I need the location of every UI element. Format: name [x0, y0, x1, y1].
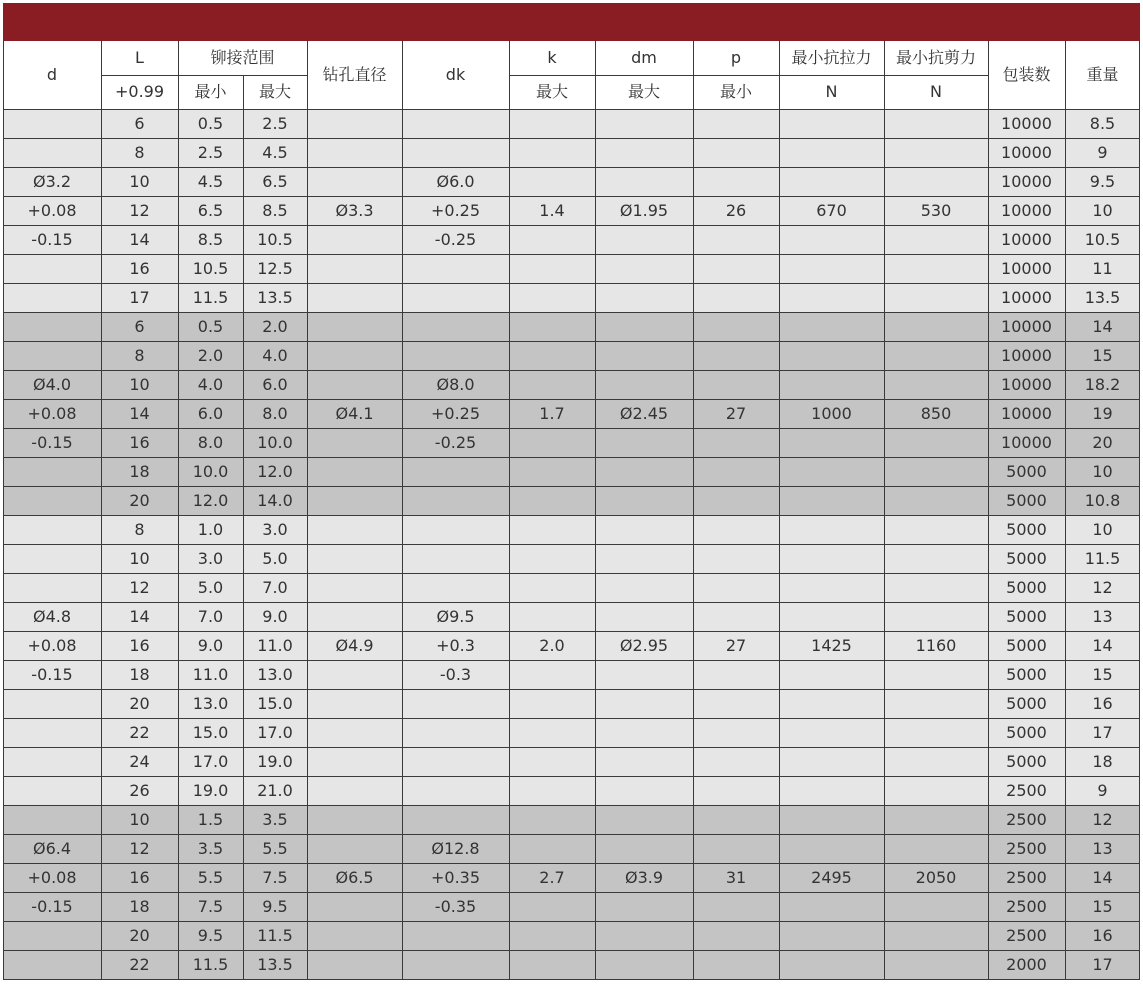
cell-pack-qty: 5000 [1006, 606, 1047, 626]
header-dm: dm [631, 48, 657, 67]
grid-line-horizontal [3, 689, 1140, 690]
grid-line-vertical [243, 75, 244, 979]
cell-pack-qty: 5000 [1006, 751, 1047, 771]
grid-line-horizontal [3, 515, 1140, 516]
cell-weight: 14 [1092, 867, 1113, 887]
cell-pack-qty: 5000 [1006, 635, 1047, 655]
header-dk: dk [445, 65, 466, 84]
cell-length: 16 [129, 867, 150, 887]
cell-min-shear: 1160 [915, 635, 957, 655]
cell-length: 10 [129, 809, 150, 829]
cell-dm: Ø3.9 [624, 867, 664, 887]
grid-line-vertical [3, 41, 4, 979]
grid-line-vertical [307, 41, 308, 979]
header-grip-range: 铆接范围 [210, 48, 275, 67]
cell-diameter: +0.08 [27, 635, 77, 655]
cell-pack-qty: 2500 [1006, 867, 1047, 887]
cell-pack-qty: 2500 [1006, 809, 1047, 829]
cell-length: 22 [129, 722, 150, 742]
header-k-max: 最大 [535, 82, 568, 101]
cell-length: 20 [129, 693, 150, 713]
cell-head-diameter: Ø9.5 [436, 606, 475, 626]
cell-diameter: -0.15 [31, 664, 73, 684]
cell-drill-diameter: Ø4.1 [335, 403, 374, 423]
grid-line-vertical [595, 41, 596, 979]
cell-weight: 10 [1092, 200, 1113, 220]
grid-line-horizontal [3, 225, 1140, 226]
cell-pack-qty: 5000 [1006, 548, 1047, 568]
cell-head-diameter: +0.25 [430, 403, 481, 423]
cell-weight: 19 [1092, 403, 1113, 423]
cell-grip-max: 9.5 [262, 896, 288, 916]
cell-diameter: Ø4.0 [32, 374, 72, 394]
header-L: L [135, 48, 144, 67]
cell-weight: 10 [1092, 519, 1113, 539]
cell-weight: 18.2 [1084, 374, 1121, 394]
cell-grip-max: 8.0 [262, 403, 288, 423]
cell-pack-qty: 10000 [1001, 374, 1052, 394]
cell-grip-min: 4.5 [197, 171, 224, 191]
cell-pack-qty: 10000 [1001, 287, 1052, 307]
cell-weight: 15 [1092, 664, 1113, 684]
cell-weight: 13.5 [1084, 287, 1121, 307]
cell-weight: 12 [1092, 809, 1113, 829]
grid-line-vertical [1139, 41, 1140, 979]
cell-grip-min: 3.0 [197, 548, 224, 568]
cell-grip-min: 3.5 [197, 838, 224, 858]
cell-grip-max: 4.0 [262, 345, 288, 365]
cell-p: 26 [725, 200, 747, 220]
cell-length: 14 [129, 403, 150, 423]
header-grip-min: 最小 [194, 82, 227, 101]
cell-diameter: Ø3.2 [32, 171, 72, 191]
grid-line-horizontal [3, 399, 1140, 400]
cell-weight: 15 [1092, 345, 1113, 365]
cell-grip-max: 8.5 [262, 200, 288, 220]
cell-length: 17 [129, 287, 150, 307]
grid-line-horizontal [3, 950, 1140, 951]
cell-grip-max: 21.0 [257, 780, 293, 800]
grid-line-horizontal [3, 167, 1140, 168]
header-k: k [547, 48, 557, 67]
cell-grip-min: 15.0 [192, 722, 229, 742]
header-weight: 重量 [1086, 65, 1119, 84]
cell-grip-min: 7.5 [197, 896, 224, 916]
grid-line-horizontal [3, 109, 1140, 110]
cell-length: 16 [129, 432, 150, 452]
cell-grip-max: 5.0 [262, 548, 288, 568]
grid-line-horizontal [3, 805, 1140, 806]
cell-min-shear: 850 [920, 403, 952, 423]
cell-length: 16 [129, 258, 150, 278]
cell-p: 27 [725, 403, 747, 423]
grid-line-horizontal [3, 254, 1140, 255]
cell-grip-max: 10.0 [257, 432, 293, 452]
header-d: d [46, 65, 58, 84]
cell-pack-qty: 10000 [1001, 432, 1052, 452]
cell-length: 14 [129, 606, 150, 626]
cell-grip-min: 1.5 [197, 809, 224, 829]
cell-grip-max: 11.5 [257, 925, 293, 945]
cell-grip-min: 17.0 [192, 751, 229, 771]
cell-grip-max: 15.0 [257, 693, 293, 713]
cell-grip-min: 1.0 [197, 519, 224, 539]
cell-length: 20 [129, 925, 150, 945]
cell-pack-qty: 10000 [1001, 403, 1052, 423]
cell-weight: 16 [1092, 925, 1113, 945]
cell-pack-qty: 10000 [1001, 200, 1052, 220]
cell-length: 8 [134, 519, 145, 539]
cell-grip-min: 13.0 [192, 693, 229, 713]
cell-length: 12 [129, 577, 150, 597]
grid-line-vertical [1065, 41, 1066, 979]
cell-head-diameter: -0.25 [434, 229, 477, 249]
cell-pack-qty: 10000 [1001, 258, 1052, 278]
cell-length: 8 [134, 345, 145, 365]
cell-k: 2.0 [539, 635, 565, 655]
cell-pack-qty: 5000 [1006, 664, 1047, 684]
header-min-shear-unit: N [930, 82, 942, 101]
cell-head-diameter: Ø12.8 [431, 838, 480, 858]
cell-drill-diameter: Ø3.3 [335, 200, 374, 220]
cell-pack-qty: 2500 [1006, 896, 1047, 916]
cell-grip-min: 2.5 [197, 142, 224, 162]
header-min-tensile-unit: N [825, 82, 838, 101]
cell-min-shear: 530 [920, 200, 952, 220]
cell-grip-min: 6.0 [197, 403, 224, 423]
cell-pack-qty: 2500 [1006, 838, 1047, 858]
cell-diameter: -0.15 [31, 432, 73, 452]
cell-head-diameter: Ø6.0 [436, 171, 475, 191]
cell-diameter: +0.08 [27, 200, 77, 220]
cell-grip-min: 11.5 [192, 954, 229, 974]
grid-line-horizontal [3, 776, 1140, 777]
cell-weight: 17 [1092, 954, 1113, 974]
cell-grip-max: 13.5 [257, 954, 293, 974]
grid-line-horizontal [3, 979, 1140, 980]
cell-min-tensile: 670 [816, 200, 847, 220]
cell-pack-qty: 10000 [1001, 113, 1052, 133]
cell-weight: 11.5 [1084, 548, 1121, 568]
cell-weight: 10 [1092, 461, 1113, 481]
cell-grip-max: 12.0 [257, 461, 293, 481]
cell-head-diameter: +0.35 [430, 867, 481, 887]
grid-line-horizontal [3, 921, 1140, 922]
rivet-spec-table [3, 41, 1140, 979]
cell-head-diameter: Ø8.0 [436, 374, 475, 394]
cell-pack-qty: 10000 [1001, 316, 1052, 336]
cell-pack-qty: 10000 [1001, 229, 1052, 249]
grid-line-vertical [884, 41, 885, 979]
grid-line-vertical [402, 41, 403, 979]
grid-line-vertical [101, 41, 102, 979]
cell-grip-max: 17.0 [257, 722, 293, 742]
cell-diameter: -0.15 [31, 229, 73, 249]
cell-grip-max: 6.5 [262, 171, 288, 191]
cell-drill-diameter: Ø4.9 [335, 635, 374, 655]
cell-length: 10 [129, 374, 150, 394]
cell-head-diameter: -0.3 [439, 664, 472, 684]
cell-grip-max: 5.5 [262, 838, 288, 858]
grid-line-vertical [779, 41, 780, 979]
header-drill-diameter: 钻孔直径 [322, 65, 387, 84]
cell-grip-max: 14.0 [257, 490, 293, 510]
grid-line-horizontal [3, 892, 1140, 893]
cell-grip-min: 10.0 [192, 461, 229, 481]
cell-grip-max: 13.0 [257, 664, 293, 684]
cell-dm: Ø1.95 [619, 200, 669, 220]
cell-weight: 10.5 [1084, 229, 1121, 249]
cell-grip-max: 6.0 [262, 374, 288, 394]
cell-grip-min: 11.5 [192, 287, 229, 307]
grid-line-horizontal [3, 341, 1140, 342]
cell-length: 26 [129, 780, 150, 800]
cell-weight: 9 [1097, 142, 1108, 162]
cell-pack-qty: 5000 [1006, 693, 1047, 713]
cell-pack-qty: 10000 [1001, 171, 1052, 191]
cell-grip-min: 5.0 [197, 577, 224, 597]
cell-grip-max: 9.0 [262, 606, 288, 626]
cell-length: 18 [129, 461, 150, 481]
cell-k: 1.7 [539, 403, 565, 423]
cell-grip-max: 7.5 [262, 867, 288, 887]
cell-length: 8 [134, 142, 145, 162]
cell-length: 12 [129, 838, 150, 858]
cell-length: 18 [129, 664, 150, 684]
cell-length: 20 [129, 490, 150, 510]
title-band [3, 3, 1140, 41]
cell-length: 24 [129, 751, 150, 771]
cell-weight: 15 [1092, 896, 1113, 916]
cell-weight: 13 [1092, 838, 1113, 858]
cell-weight: 9.5 [1089, 171, 1116, 191]
cell-grip-min: 8.0 [197, 432, 224, 452]
cell-head-diameter: +0.3 [436, 635, 475, 655]
grid-line-horizontal [3, 747, 1140, 748]
cell-length: 6 [134, 113, 145, 133]
grid-line-horizontal [3, 196, 1140, 197]
cell-grip-max: 3.5 [262, 809, 288, 829]
cell-pack-qty: 5000 [1006, 519, 1047, 539]
cell-diameter: Ø6.4 [32, 838, 72, 858]
cell-head-diameter: +0.25 [430, 200, 481, 220]
grid-line-horizontal [3, 602, 1140, 603]
cell-grip-min: 0.5 [197, 316, 224, 336]
cell-weight: 18 [1092, 751, 1113, 771]
grid-line-horizontal [3, 544, 1140, 545]
grid-line-vertical [693, 41, 694, 979]
cell-pack-qty: 2500 [1006, 780, 1047, 800]
cell-weight: 16 [1092, 693, 1113, 713]
grid-line-horizontal [3, 428, 1140, 429]
cell-weight: 14 [1092, 316, 1113, 336]
cell-grip-max: 19.0 [257, 751, 293, 771]
grid-line-horizontal [3, 631, 1140, 632]
cell-pack-qty: 2000 [1006, 954, 1047, 974]
cell-grip-min: 9.0 [197, 635, 224, 655]
cell-length: 14 [129, 229, 150, 249]
cell-length: 22 [129, 954, 150, 974]
grid-line-horizontal [3, 718, 1140, 719]
grid-line-vertical [509, 41, 510, 979]
grid-line-horizontal [3, 457, 1140, 458]
cell-length: 10 [129, 548, 150, 568]
cell-grip-min: 6.5 [197, 200, 224, 220]
cell-weight: 12 [1092, 577, 1113, 597]
cell-min-tensile: 1000 [811, 403, 852, 423]
cell-pack-qty: 5000 [1006, 461, 1047, 481]
cell-grip-max: 7.0 [262, 577, 288, 597]
cell-length: 6 [134, 316, 145, 336]
cell-weight: 14 [1092, 635, 1113, 655]
cell-grip-max: 4.5 [262, 142, 288, 162]
cell-grip-min: 5.5 [197, 867, 224, 887]
grid-line-horizontal [3, 660, 1140, 661]
cell-length: 16 [129, 635, 150, 655]
cell-grip-min: 19.0 [192, 780, 229, 800]
cell-length: 18 [129, 896, 150, 916]
header-p-min: 最小 [719, 82, 752, 101]
cell-grip-min: 10.5 [192, 258, 229, 278]
cell-pack-qty: 10000 [1001, 345, 1052, 365]
header-p: p [730, 48, 742, 67]
grid-line-horizontal [3, 283, 1140, 284]
cell-k: 2.7 [539, 867, 565, 887]
cell-head-diameter: -0.35 [434, 896, 477, 916]
grid-line-horizontal [101, 75, 307, 76]
cell-diameter: Ø4.8 [32, 606, 72, 626]
cell-grip-max: 2.0 [262, 316, 288, 336]
cell-drill-diameter: Ø6.5 [335, 867, 374, 887]
header-min-shear: 最小抗剪力 [895, 48, 976, 67]
grid-line-horizontal [3, 312, 1140, 313]
grid-line-horizontal [3, 370, 1140, 371]
header-grip-max: 最大 [258, 82, 291, 101]
cell-diameter: -0.15 [31, 896, 73, 916]
grid-line-horizontal [3, 834, 1140, 835]
cell-grip-max: 3.0 [262, 519, 288, 539]
cell-grip-min: 4.0 [197, 374, 224, 394]
grid-line-horizontal [3, 863, 1140, 864]
cell-min-tensile: 2495 [811, 867, 852, 887]
cell-length: 12 [129, 200, 150, 220]
cell-grip-max: 10.5 [257, 229, 293, 249]
cell-weight: 17 [1092, 722, 1113, 742]
grid-line-horizontal [3, 573, 1140, 574]
cell-min-tensile: 1425 [811, 635, 852, 655]
cell-diameter: +0.08 [27, 403, 77, 423]
cell-pack-qty: 5000 [1006, 490, 1047, 510]
header-min-tensile: 最小抗拉力 [791, 48, 872, 67]
grid-line-vertical [178, 41, 179, 979]
cell-p: 31 [725, 867, 747, 887]
cell-pack-qty: 10000 [1001, 142, 1052, 162]
cell-grip-max: 11.0 [257, 635, 293, 655]
cell-pack-qty: 2500 [1006, 925, 1047, 945]
cell-head-diameter: -0.25 [434, 432, 477, 452]
header-dm-max: 最大 [627, 82, 660, 101]
cell-diameter: +0.08 [27, 867, 77, 887]
cell-grip-max: 2.5 [262, 113, 288, 133]
cell-dm: Ø2.95 [619, 635, 669, 655]
cell-grip-min: 7.0 [197, 606, 224, 626]
cell-k: 1.4 [539, 200, 565, 220]
grid-line-vertical [988, 41, 989, 979]
header-L-tolerance: +0.99 [114, 82, 165, 101]
grid-line-horizontal [3, 486, 1140, 487]
cell-grip-max: 12.5 [257, 258, 293, 278]
header-pack-qty: 包装数 [1002, 65, 1051, 84]
cell-dm: Ø2.45 [619, 403, 669, 423]
cell-min-shear: 2050 [915, 867, 957, 887]
cell-grip-min: 2.0 [197, 345, 224, 365]
cell-grip-min: 11.0 [192, 664, 229, 684]
cell-p: 27 [725, 635, 747, 655]
cell-grip-min: 12.0 [192, 490, 229, 510]
cell-weight: 8.5 [1089, 113, 1116, 133]
cell-pack-qty: 5000 [1006, 577, 1047, 597]
cell-grip-min: 9.5 [197, 925, 224, 945]
cell-length: 10 [129, 171, 150, 191]
cell-grip-min: 0.5 [197, 113, 224, 133]
cell-grip-min: 8.5 [197, 229, 224, 249]
grid-line-horizontal [509, 75, 988, 76]
cell-weight: 20 [1092, 432, 1113, 452]
cell-grip-max: 13.5 [257, 287, 293, 307]
cell-weight: 9 [1097, 780, 1108, 800]
grid-line-horizontal [3, 138, 1140, 139]
cell-weight: 11 [1092, 258, 1113, 278]
cell-weight: 10.8 [1084, 490, 1121, 510]
cell-pack-qty: 5000 [1006, 722, 1047, 742]
cell-weight: 13 [1092, 606, 1113, 626]
